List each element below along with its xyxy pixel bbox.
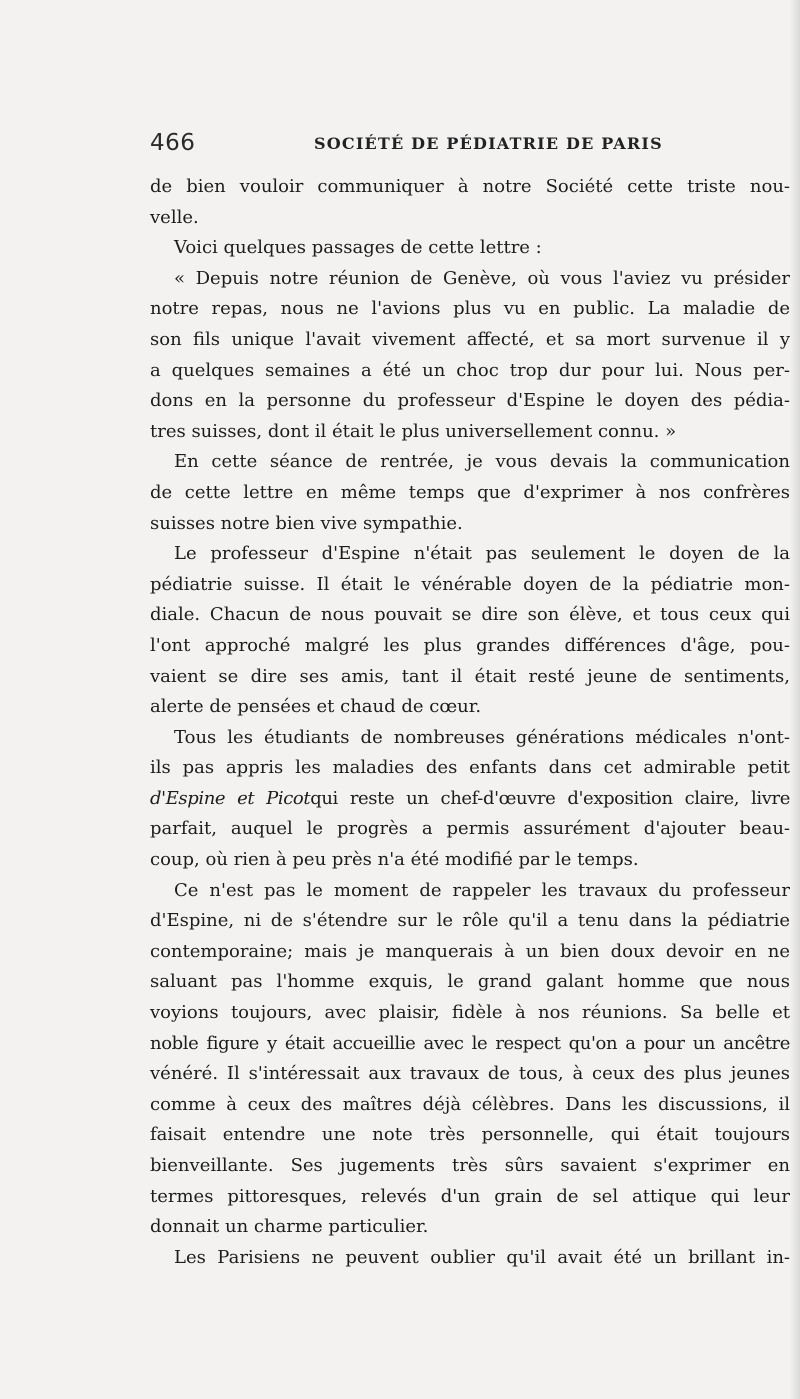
text-line-content: velle.: [150, 206, 199, 228]
text-line: [150, 203, 790, 234]
text-line: [150, 845, 790, 876]
text-line-content: Voici quelques passages de cette lettre :: [174, 237, 542, 259]
text-line-content: suisses notre bien vive sympathie.: [150, 512, 463, 534]
text-line-content: son fils unique l'avait vivement affecté, et sa mort survenue il y: [150, 328, 790, 350]
text-line: [150, 264, 790, 295]
text-line: [150, 294, 790, 325]
text-line: [150, 172, 790, 203]
text-line-content: de cette lettre en même temps que d'exprimer à nos confrères: [150, 481, 790, 503]
text-line-content: comme à ceux des maîtres déjà célèbres. Dans les discussions, il: [150, 1093, 790, 1115]
text-line-content: bienveillante. Ses jugements très sûrs savaient s'exprimer en: [150, 1155, 790, 1176]
text-line: [150, 723, 790, 754]
text-line-content: Le professeur d'Espine n'était pas seulement le doyen de la: [174, 543, 790, 565]
text-line: [150, 447, 790, 478]
text-line-content: noble figure y était accueillie avec le respect qu'on a pour un ancêtre: [150, 1032, 790, 1054]
text-line: [150, 478, 790, 509]
text-line: [150, 753, 790, 784]
text-line: [150, 509, 790, 540]
text-line-content: qui reste un chef-d'œuvre d'exposition claire, livre: [310, 787, 790, 809]
text-line: [150, 417, 790, 448]
text-line-content: a quelques semaines a été un choc trop dur pour lui. Nous per-: [150, 359, 790, 381]
text-line: [150, 539, 790, 570]
text-line: [150, 1059, 790, 1090]
text-line-content: parfait, auquel le progrès a permis assurément d'ajouter beau-: [150, 818, 790, 840]
text-line: [150, 998, 790, 1029]
text-line: [150, 1243, 790, 1274]
text-line: [150, 784, 790, 815]
text-line-content: En cette séance de rentrée, je vous devais la communication: [174, 451, 790, 473]
text-line: [150, 814, 790, 845]
text-line: [150, 967, 790, 998]
text-line-content: vaient se dire ses amis, tant il était resté jeune de sentiments,: [150, 665, 790, 687]
text-line: [150, 356, 790, 387]
text-line-content: Les Parisiens ne peuvent oublier qu'il avait été un brillant in-: [174, 1246, 790, 1268]
text-line: [150, 906, 790, 937]
text-line: [150, 1090, 790, 1121]
text-line: [150, 233, 790, 264]
page-header: [150, 130, 785, 160]
text-line-content: dons en la personne du professeur d'Espine le doyen des pédia-: [150, 390, 790, 412]
text-line-content: coup, où rien à peu près n'a été modifié par le temps.: [150, 849, 639, 871]
page-number: 466: [150, 130, 196, 156]
text-line-content: faisait entendre une note très personnelle, qui était toujours: [150, 1124, 790, 1146]
text-line: [150, 876, 790, 907]
text-line-content: saluant pas l'homme exquis, le grand galant homme que nous: [150, 971, 790, 993]
text-line: [150, 1182, 790, 1213]
text-line-content: donnait un charme particulier.: [150, 1216, 429, 1238]
running-title: SOCIÉTÉ DE PÉDIATRIE DE PARIS: [314, 134, 663, 153]
text-line-content: l'ont approché malgré les plus grandes différences d'âge, pou-: [150, 634, 790, 656]
text-line-content: voyions toujours, avec plaisir, fidèle à nos réunions. Sa belle et: [150, 1002, 790, 1024]
text-line: [150, 386, 790, 417]
text-line-content: « Depuis notre réunion de Genève, où vous l'aviez vu présider: [174, 267, 790, 289]
text-line: [150, 1029, 790, 1060]
text-line-content: d'Espine, ni de s'étendre sur le rôle qu'il a tenu dans la pédiatrie: [150, 910, 790, 932]
text-line: [150, 570, 790, 601]
text-line-content: notre repas, nous ne l'avions plus vu en public. La maladie de: [150, 298, 790, 320]
text-line-content: Tous les étudiants de nombreuses générations médicales n'ont-: [174, 726, 790, 748]
text-line-content: alerte de pensées et chaud de cœur.: [150, 696, 482, 718]
text-line: [150, 937, 790, 968]
text-line-content: diale. Chacun de nous pouvait se dire son élève, et tous ceux qui: [150, 604, 790, 626]
text-line-content: tres suisses, dont il était le plus universellement connu. »: [150, 420, 677, 442]
text-line: [150, 631, 790, 662]
text-line-content: contemporaine; mais je manquerais à un bien doux devoir en ne: [150, 940, 790, 962]
text-line-content: de bien vouloir communiquer à notre Société cette triste nou-: [150, 176, 790, 197]
body-text: [150, 172, 790, 1273]
text-line: [150, 325, 790, 356]
text-line: [150, 692, 790, 723]
text-line-content: vénéré. Il s'intéressait aux travaux de tous, à ceux des plus jeunes: [150, 1063, 790, 1085]
text-line: [150, 1120, 790, 1151]
text-line: [150, 1151, 790, 1182]
page-edge-shadow: [790, 0, 800, 1399]
text-line-content: ils pas appris les maladies des enfants dans cet admirable petit: [150, 757, 790, 779]
text-line-content: Ce n'est pas le moment de rappeler les travaux du professeur: [174, 879, 790, 901]
text-line: [150, 1212, 790, 1243]
text-line: [150, 600, 790, 631]
text-line-content: termes pittoresques, relevés d'un grain de sel attique qui leur: [150, 1185, 790, 1207]
text-line-content: pédiatrie suisse. Il était le vénérable doyen de la pédiatrie mon-: [150, 573, 790, 595]
text-line: [150, 662, 790, 693]
italic-title: d'Espine et Picot: [150, 787, 311, 809]
